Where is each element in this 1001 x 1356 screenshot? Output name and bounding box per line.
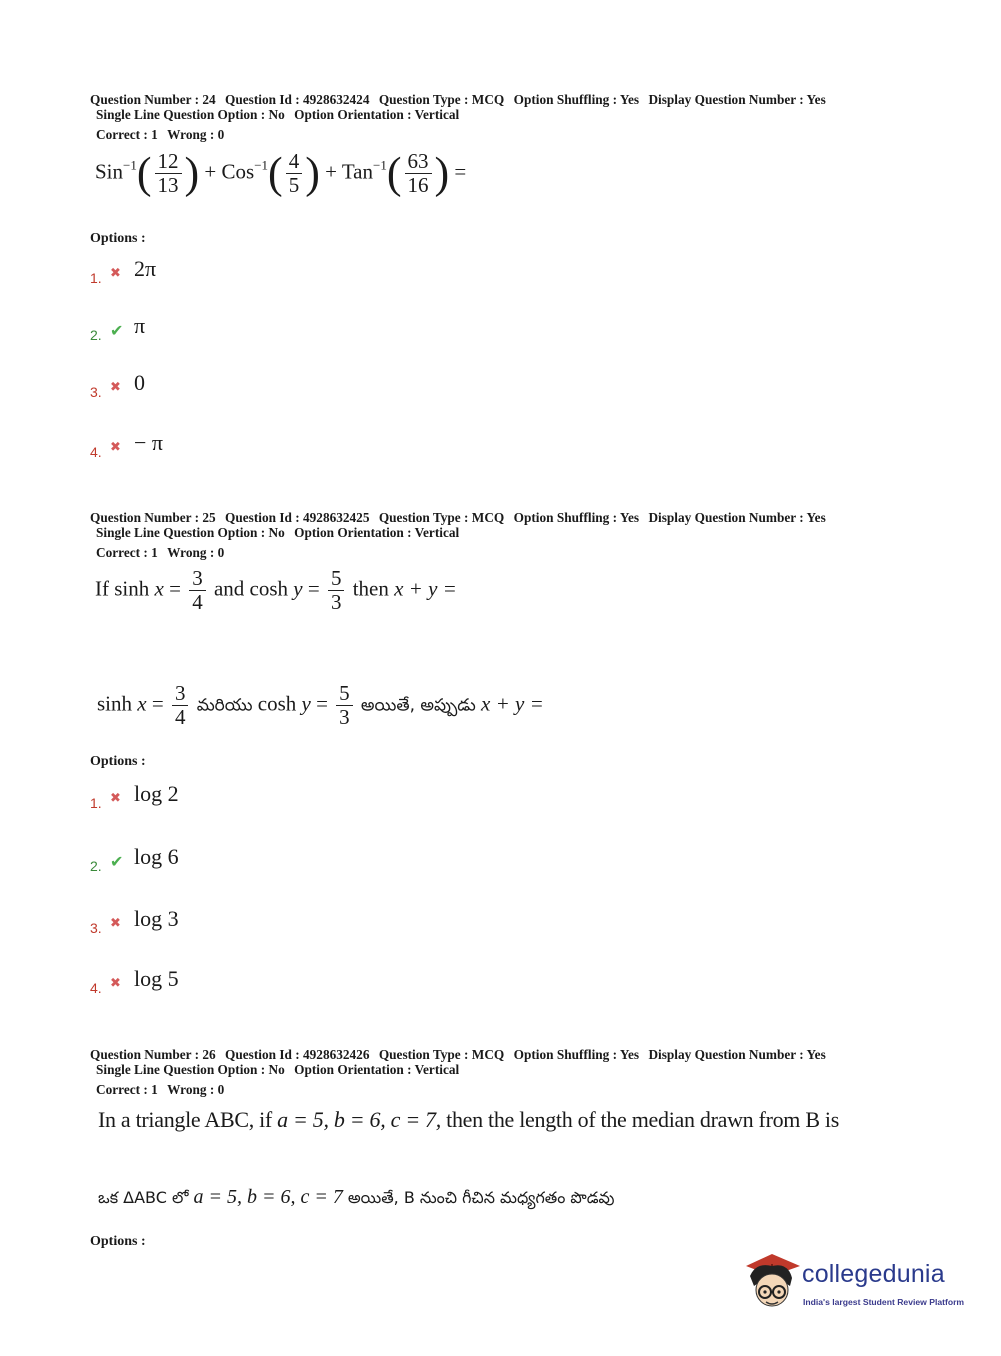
question-id: Question Id : 4928632424 (225, 92, 370, 107)
question-number: Question Number : 26 (90, 1047, 216, 1062)
cross-mark-icon: ✖ (110, 440, 121, 455)
wrong-marks: Wrong : 0 (167, 1082, 225, 1097)
options-label: Options : (90, 231, 146, 246)
single-line-option: Single Line Question Option : No (96, 1062, 285, 1077)
logo-wordmark: collegedunia (802, 1260, 945, 1288)
correct-marks: Correct : 1 (96, 545, 158, 560)
option-text: 0 (134, 370, 145, 395)
cos-function: + Cos (204, 159, 255, 184)
option-orientation: Option Orientation : Vertical (294, 107, 460, 122)
q24-meta (90, 92, 910, 142)
option-number: 2. (90, 858, 102, 874)
q26-meta (90, 1047, 910, 1097)
cross-mark-icon: ✖ (110, 380, 121, 395)
check-mark-icon: ✔ (110, 852, 124, 871)
q25-question-telugu: sinh x = $\frac{3}{4}$ మరియు cosh y = $\frac{5}{3}$ అయితే, అప్పుడు x + y = (97, 681, 544, 729)
options-label: Options : (90, 754, 146, 769)
fraction: $\frac{3}{4}$ (189, 567, 206, 614)
option-shuffling: Option Shuffling : Yes (513, 510, 640, 525)
option-text: π (134, 313, 146, 338)
option-orientation: Option Orientation : Vertical (294, 1062, 460, 1077)
q24-question-expression: Sin$^{-1}$( $\frac{12}{13}$ ) + Cos$^{-1}$( $\frac{4}{5}$ ) + Tan$^{-1}$( $\frac{63}{16}$ ) = (95, 148, 467, 198)
correct-marks: Correct : 1 (96, 127, 158, 142)
option-text: log 3 (134, 906, 179, 931)
question-type: Question Type : MCQ (378, 92, 505, 107)
fraction: $\frac{12}{13}$ (155, 150, 182, 197)
fraction: $\frac{4}{5}$ (286, 150, 303, 197)
fraction: $\frac{5}{3}$ (336, 682, 353, 729)
question-id: Question Id : 4928632425 (225, 510, 370, 525)
option-shuffling: Option Shuffling : Yes (513, 92, 640, 107)
option-number: 3. (90, 384, 102, 400)
option-number: 4. (90, 444, 102, 460)
wrong-marks: Wrong : 0 (167, 545, 225, 560)
inverse-superscript: −1 (123, 157, 137, 173)
collegedunia-logo (742, 1252, 972, 1316)
option-shuffling: Option Shuffling : Yes (513, 1047, 640, 1062)
option-text: log 5 (134, 966, 179, 991)
cross-mark-icon: ✖ (110, 916, 121, 931)
option-number: 1. (90, 795, 102, 811)
question-id: Question Id : 4928632426 (225, 1047, 370, 1062)
question-number: Question Number : 25 (90, 510, 216, 525)
wrong-marks: Wrong : 0 (167, 127, 225, 142)
correct-marks: Correct : 1 (96, 1082, 158, 1097)
cross-mark-icon: ✖ (110, 791, 121, 806)
equals-sign: = (454, 159, 467, 184)
option-text: log 6 (134, 844, 179, 869)
option-number: 4. (90, 980, 102, 996)
fraction: $\frac{63}{16}$ (405, 150, 432, 197)
question-type: Question Type : MCQ (378, 510, 505, 525)
mascot-icon (742, 1252, 802, 1314)
single-line-option: Single Line Question Option : No (96, 525, 285, 540)
cross-mark-icon: ✖ (110, 266, 121, 281)
display-question-number: Display Question Number : Yes (648, 92, 826, 107)
question-type: Question Type : MCQ (378, 1047, 505, 1062)
sin-function: Sin (95, 159, 124, 184)
fraction: $\frac{3}{4}$ (172, 682, 189, 729)
fraction: $\frac{5}{3}$ (328, 567, 345, 614)
option-text: − π (134, 430, 164, 455)
q26-question-english: In a triangle ABC, if a = 5, b = 6, c = 7, then the length of the median drawn from B is (98, 1107, 839, 1132)
display-question-number: Display Question Number : Yes (648, 1047, 826, 1062)
option-number: 1. (90, 270, 102, 286)
tan-function: + Tan (325, 159, 374, 184)
cross-mark-icon: ✖ (110, 976, 121, 991)
option-text: 2π (134, 256, 157, 281)
single-line-option: Single Line Question Option : No (96, 107, 285, 122)
option-orientation: Option Orientation : Vertical (294, 525, 460, 540)
display-question-number: Display Question Number : Yes (648, 510, 826, 525)
q25-meta (90, 510, 910, 560)
option-text: log 2 (134, 781, 179, 806)
logo-tagline: India's largest Student Review Platform (803, 1297, 965, 1307)
option-number: 2. (90, 327, 102, 343)
question-number: Question Number : 24 (90, 92, 216, 107)
q26-question-telugu: ఒక ΔABC లో a = 5, b = 6, c = 7 అయితే, B నుంచి గీచిన మధ్యగతం పొడవు (98, 1186, 615, 1208)
q25-question-english: If sinh x = $\frac{3}{4}$ and cosh y = $\frac{5}{3}$ then x + y = (95, 566, 457, 614)
check-mark-icon: ✔ (110, 321, 124, 340)
option-number: 3. (90, 920, 102, 936)
options-label: Options : (90, 1234, 146, 1249)
